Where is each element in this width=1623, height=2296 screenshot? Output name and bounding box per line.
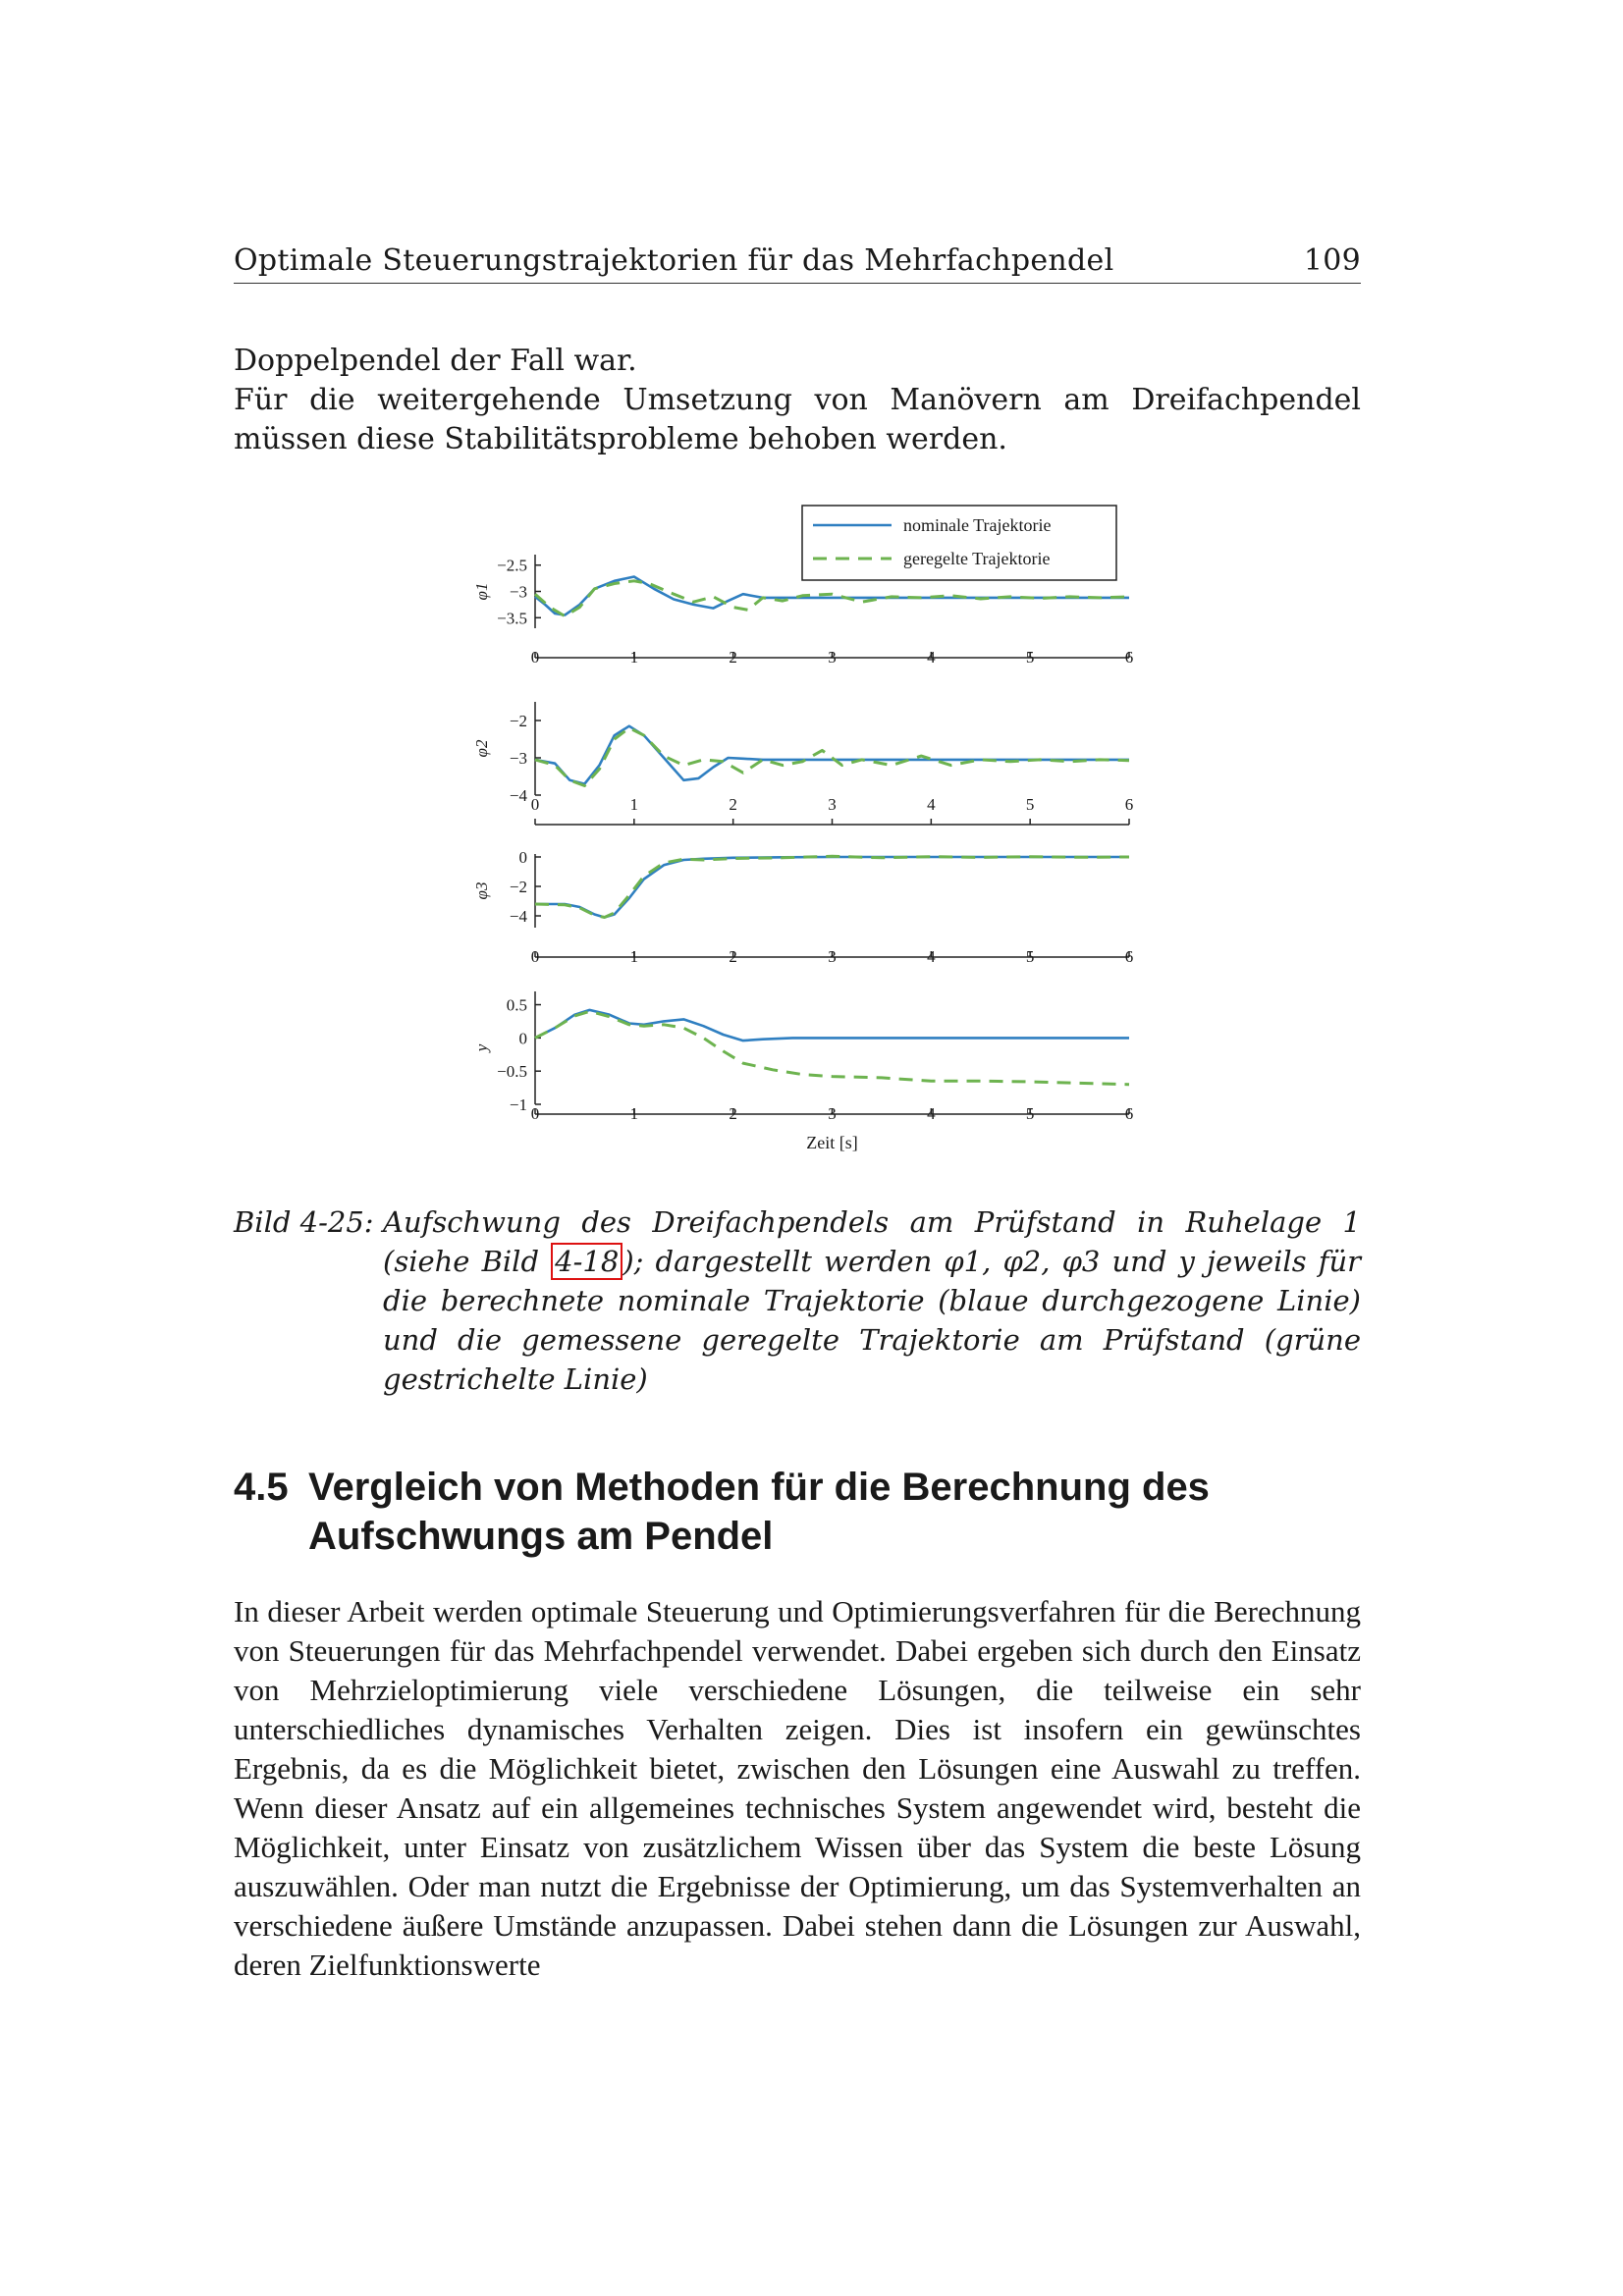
- caption-text-before: Aufschwung des Dreifachpendels am Prüfstand in Ruhelage 1 (siehe Bild: [383, 1205, 1361, 1278]
- x-tick-label: 2: [729, 947, 737, 966]
- caption-figure-ref-link[interactable]: 4-18: [551, 1243, 622, 1280]
- y-tick-label: −4: [509, 907, 527, 926]
- y-tick-label: −3.5: [497, 609, 527, 628]
- caption-body: [383, 1202, 1361, 1399]
- x-tick-label: 3: [828, 795, 837, 814]
- x-tick-label: 3: [828, 648, 837, 667]
- x-tick-label: 4: [927, 1104, 936, 1123]
- y-tick-label: −3: [509, 582, 527, 602]
- x-tick-label: 4: [927, 795, 936, 814]
- x-tick-label: 0: [530, 947, 540, 966]
- nominal-trajectory-line: [535, 577, 1129, 615]
- y-axis-label: φ3: [472, 881, 491, 900]
- y-axis-label: φ2: [472, 739, 491, 758]
- x-tick-label: 5: [1025, 947, 1035, 966]
- y-axis-label: y: [472, 1043, 491, 1052]
- y-axis-label: φ1: [472, 582, 491, 601]
- legend-controlled-label: geregelte Trajektorie: [903, 549, 1051, 568]
- controlled-trajectory-line: [535, 856, 1129, 917]
- intro-line-1: Doppelpendel der Fall war.: [234, 344, 637, 378]
- x-tick-label: 6: [1124, 947, 1134, 966]
- running-header-title: Optimale Steuerungstrajektorien für das Mehrfachpendel: [234, 243, 1114, 278]
- x-tick-label: 6: [1124, 648, 1134, 667]
- legend-nominal-label: nominale Trajektorie: [903, 515, 1052, 535]
- controlled-trajectory-line: [535, 1011, 1129, 1084]
- x-tick-label: 6: [1124, 1104, 1134, 1123]
- nominal-trajectory-line: [535, 726, 1129, 784]
- controlled-trajectory-line: [535, 728, 1129, 786]
- x-tick-label: 0: [530, 648, 540, 667]
- x-tick-label: 2: [729, 648, 737, 667]
- y-tick-label: −2: [509, 878, 527, 896]
- y-tick-label: 0.5: [506, 995, 527, 1015]
- figure-caption: [234, 1202, 1361, 1399]
- x-tick-label: 0: [530, 1104, 540, 1123]
- x-tick-label: 0: [530, 795, 540, 814]
- x-tick-label: 1: [629, 947, 639, 966]
- x-tick-label: 1: [629, 648, 639, 667]
- x-tick-label: 6: [1124, 795, 1134, 814]
- y-tick-label: 0: [518, 848, 527, 867]
- x-tick-label: 5: [1025, 648, 1035, 667]
- page-number: 109: [1303, 243, 1361, 278]
- x-tick-label: 2: [729, 795, 737, 814]
- intro-text: [234, 342, 1361, 459]
- nominal-trajectory-line: [535, 1010, 1129, 1041]
- x-tick-label: 2: [729, 1104, 737, 1123]
- caption-text-after: ); dargestellt werden φ1, φ2, φ3 und y jeweils für die berechnete nominale Trajektorie (blaue durchgezogene Linie) und die gemessene geregelte Trajektorie am Prüfstand (grüne gestrichelte Linie): [383, 1245, 1361, 1396]
- y-tick-label: −2.5: [497, 556, 527, 575]
- x-tick-label: 1: [629, 795, 639, 814]
- body-paragraph: [234, 1592, 1361, 1985]
- x-axis-label: Zeit [s]: [806, 1133, 858, 1152]
- caption-label: Bild 4-25:: [234, 1205, 374, 1239]
- section-number: 4.5: [234, 1466, 289, 1509]
- x-tick-label: 3: [828, 1104, 837, 1123]
- x-tick-label: 4: [927, 947, 936, 966]
- y-tick-label: −0.5: [497, 1062, 527, 1082]
- section-title: Vergleich von Methoden für die Berechnung des Aufschwungs am Pendel: [308, 1466, 1210, 1558]
- running-header: [234, 243, 1361, 284]
- figure-4-25: [432, 496, 1149, 1163]
- intro-line-2: Für die weitergehende Umsetzung von Manövern am Dreifachpendel müssen diese Stabilitätsprobleme behoben werden.: [234, 383, 1361, 456]
- nominal-trajectory-line: [535, 857, 1129, 918]
- x-tick-label: 1: [629, 1104, 639, 1123]
- x-tick-label: 5: [1025, 1104, 1035, 1123]
- trajectory-chart: [432, 496, 1149, 1163]
- x-tick-label: 3: [828, 947, 837, 966]
- y-tick-label: −4: [509, 786, 527, 805]
- y-tick-label: −3: [509, 749, 527, 768]
- section-heading: [234, 1463, 1361, 1561]
- x-tick-label: 5: [1025, 795, 1035, 814]
- y-tick-label: 0: [518, 1029, 527, 1048]
- y-tick-label: −2: [509, 712, 527, 730]
- paragraph-text: In dieser Arbeit werden optimale Steuerung und Optimierungsverfahren für die Berechnung von Steuerungen für das Mehrfachpendel verwendet. Dabei ergeben sich durch den Einsatz von Mehrzieloptimierung viele verschiedene Lösungen, die teilweise ein sehr unterschiedliches dynamisches Verhalten zeigen. Dies ist insofern ein gewünschtes Ergebnis, da es die Möglichkeit bietet, zwischen den Lösungen eine Auswahl zu treffen. Wenn dieser Ansatz auf ein allgemeines technisches System angewendet wird, besteht die Möglichkeit, unter Einsatz von zusätzlichem Wissen über das System die beste Lösung auszuwählen. Oder man nutzt die Ergebnisse der Optimierung, um das Systemverhalten an verschiedene äußere Umstände anzupassen. Dabei stehen dann die Lösungen zur Auswahl, deren Zielfunktionswerte: [234, 1594, 1361, 1982]
- y-tick-label: −1: [509, 1095, 527, 1114]
- x-tick-label: 4: [927, 648, 936, 667]
